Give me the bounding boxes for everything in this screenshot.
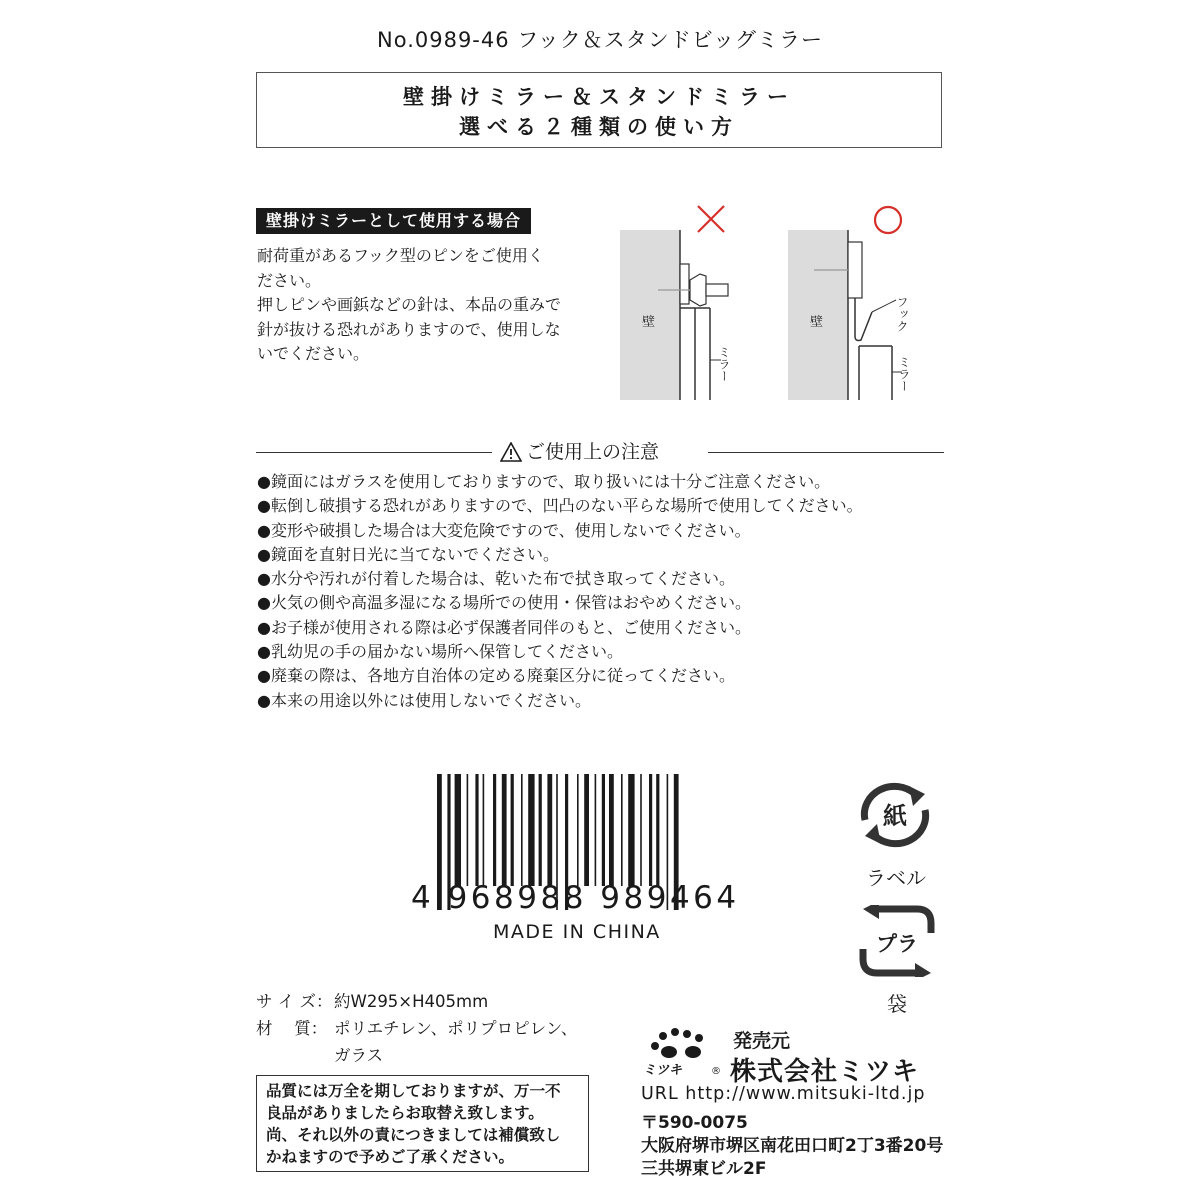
svg-text:®: ® bbox=[711, 1066, 721, 1077]
barcode-bar bbox=[595, 774, 597, 886]
usage-banner-line2: 選べる２種類の使い方 bbox=[459, 115, 739, 139]
mitsuki-logo bbox=[641, 1026, 727, 1078]
warning-triangle-icon bbox=[500, 442, 522, 462]
divider-left bbox=[256, 452, 492, 453]
postal-code: 〒590-0075 bbox=[641, 1113, 748, 1133]
size-key: サ イ ズ： bbox=[256, 992, 333, 1011]
hook-icon bbox=[855, 298, 872, 341]
instruction-line: いでください。 bbox=[257, 344, 370, 363]
address-line: 大阪府堺市堺区南花田口町2丁3番20号 bbox=[641, 1136, 944, 1156]
barcode-bar bbox=[528, 774, 534, 886]
instruction-line: 針が抜ける恐れがありますので、使用しな bbox=[257, 319, 561, 339]
paper-recycle-label: ラベル bbox=[866, 866, 926, 890]
barcode-bar bbox=[640, 774, 642, 886]
product-specs bbox=[256, 988, 577, 1069]
barcode-number: 4 968988 989464 bbox=[411, 880, 740, 916]
seller-label: 発売元 bbox=[733, 1030, 791, 1052]
barcode-bar bbox=[483, 774, 485, 886]
paper-recycle-icon bbox=[855, 780, 935, 850]
material-key: 材 質： bbox=[256, 1019, 328, 1038]
hook-plate bbox=[848, 242, 862, 298]
list-item: ●水分や汚れが付着した場合は、乾いた布で拭き取ってください。 bbox=[257, 569, 735, 589]
notes-list bbox=[257, 470, 863, 713]
plastic-recycle-icon bbox=[857, 905, 937, 977]
notes-heading bbox=[500, 439, 659, 465]
wall-label: 壁 bbox=[642, 315, 656, 330]
plastic-recycle-label: 袋 bbox=[887, 992, 907, 1016]
guarantee-line: かねますので予めご了承ください。 bbox=[266, 1148, 515, 1166]
product-title: No.0989-46 フック＆スタンドビッグミラー bbox=[377, 28, 823, 52]
guarantee-line: 品質には万全を期しておりますが、万一不 bbox=[266, 1082, 561, 1100]
barcode-bar bbox=[539, 774, 542, 886]
list-item: ●鏡面を直射日光に当てないでください。 bbox=[257, 544, 559, 564]
material-value: ポリエチレン、ポリプロピレン、 bbox=[334, 1019, 578, 1038]
list-item: ●お子様が使用される際は必ず保護者同伴のもと、ご使用ください。 bbox=[257, 617, 751, 637]
address-line: 三共堺東ビル2F bbox=[641, 1159, 767, 1179]
barcode-bar bbox=[609, 774, 614, 886]
instruction-line: ださい。 bbox=[257, 270, 322, 290]
mirror-label: ミラー bbox=[717, 346, 731, 382]
mirror-bracket bbox=[680, 264, 689, 304]
barcode-bar bbox=[511, 774, 514, 886]
guarantee-line: 良品がありましたらお取替え致します。 bbox=[266, 1104, 544, 1122]
size-value: 約W295×H405mm bbox=[334, 992, 489, 1011]
list-item: ●本来の用途以外には使用しないでください。 bbox=[257, 690, 591, 710]
usage-banner bbox=[256, 72, 942, 148]
barcode-bar bbox=[475, 774, 478, 886]
list-item: ●乳幼児の手の届かない場所へ保管してください。 bbox=[257, 642, 623, 662]
barcode-bar bbox=[649, 774, 652, 886]
seller-name: 株式会社ミツキ bbox=[730, 1057, 920, 1087]
list-item: ●変形や破損した場合は大変危険ですので、使用しないでください。 bbox=[257, 520, 751, 540]
notes-title: ご使用上の注意 bbox=[526, 441, 660, 463]
list-item: ●転倒し破損する恐れがありますので、凹凸のない平らな場所で使用してください。 bbox=[257, 496, 863, 516]
barcode-bar bbox=[493, 774, 496, 886]
barcode-bar bbox=[521, 774, 523, 886]
barcode-bar bbox=[455, 774, 461, 886]
barcode-bar bbox=[547, 774, 552, 886]
plastic-mark-text: プラ bbox=[876, 932, 918, 956]
wall-label: 壁 bbox=[810, 315, 824, 330]
barcode-bar bbox=[502, 774, 507, 886]
seller-url: URL http://www.mitsuki-ltd.jp bbox=[641, 1084, 926, 1104]
quality-guarantee-box bbox=[256, 1075, 589, 1172]
wall-mount-instructions bbox=[257, 244, 602, 367]
material-value-cont: ガラス bbox=[334, 1046, 384, 1065]
incorrect-mount-diagram bbox=[618, 200, 748, 402]
barcode-bar bbox=[656, 774, 659, 886]
list-item: ●火気の側や高温多湿になる場所での使用・保管はおやめください。 bbox=[257, 593, 751, 613]
correct-mount-diagram bbox=[786, 200, 936, 402]
barcode-bar bbox=[584, 774, 589, 886]
paper-mark-text: 紙 bbox=[883, 802, 907, 830]
seller-address bbox=[641, 1112, 943, 1181]
guarantee-line: 尚、それ以外の責につきましては補償致し bbox=[266, 1126, 561, 1144]
list-item: ●鏡面にはガラスを使用しておりますので、取り扱いには十分ご注意ください。 bbox=[257, 472, 831, 491]
wall-mount-heading: 壁掛けミラーとして使用する場合 bbox=[256, 208, 531, 234]
instruction-line: 耐荷重があるフック型のピンをご使用く bbox=[257, 246, 544, 265]
barcode-bar bbox=[628, 774, 634, 886]
country-of-origin: MADE IN CHINA bbox=[493, 921, 661, 943]
list-item: ●廃棄の際は、各地方自治体の定める廃棄区分に従ってください。 bbox=[257, 666, 735, 686]
barcode-bar bbox=[621, 774, 623, 886]
divider-right bbox=[708, 452, 944, 453]
usage-banner-line1: 壁掛けミラー＆スタンドミラー bbox=[403, 85, 795, 109]
mirror-label: ミラー bbox=[897, 356, 911, 392]
instruction-line: 押しピンや画鋲などの針は、本品の重みで bbox=[257, 295, 562, 314]
logo-text: ミツキ bbox=[643, 1063, 683, 1078]
barcode-bar bbox=[602, 774, 605, 886]
barcode-bar bbox=[577, 774, 579, 886]
hook-label: フック bbox=[895, 296, 909, 332]
circle-mark-icon bbox=[875, 207, 901, 233]
cross-mark-icon bbox=[698, 206, 724, 232]
barcode-bar bbox=[467, 774, 469, 886]
